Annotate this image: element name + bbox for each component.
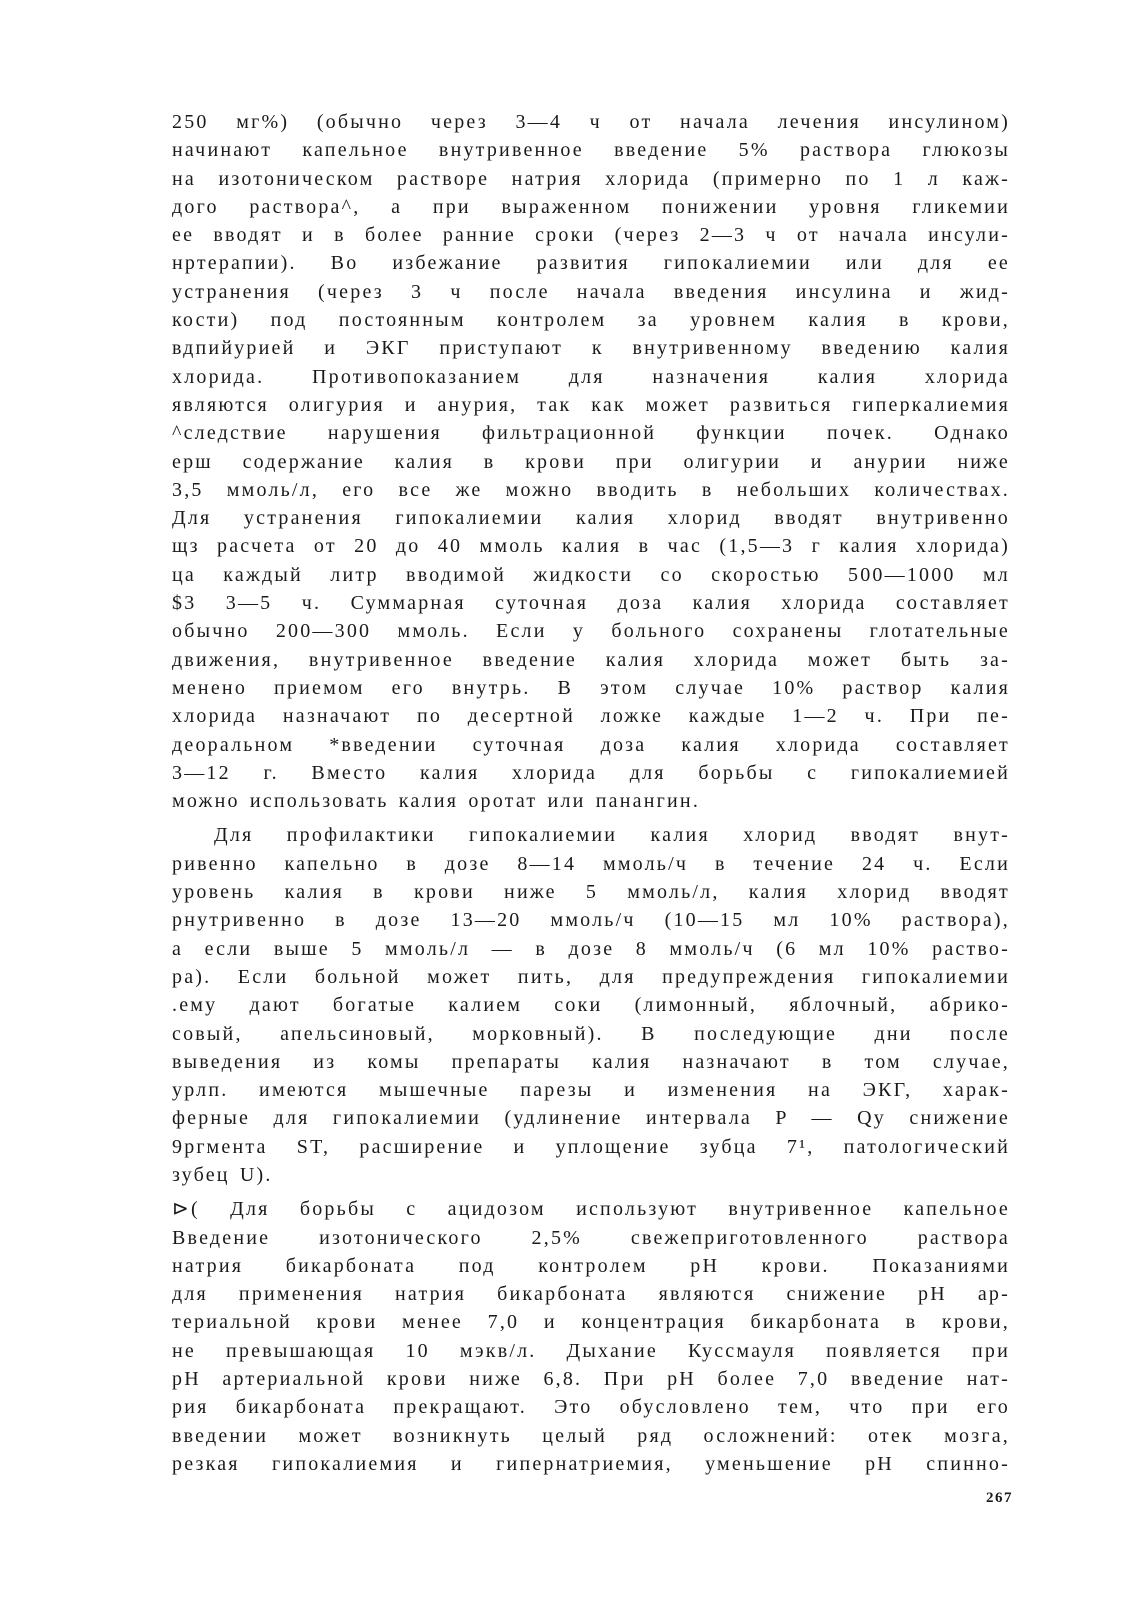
- text-line: на изотоническом растворе натрия хлорида (примерно по 1 л каж-: [172, 167, 1010, 190]
- text-line: щз расчета от 20 до 40 ммоль калия в час (1,5—3 г калия хлорида): [172, 535, 1010, 558]
- text-line: 3—12 г. Вместо калия хлорида для борьбы с гипокалиемией: [172, 761, 1010, 784]
- text-line: 9ргмента ST, расширение и уплощение зубца 7¹, патологический: [172, 1135, 1010, 1158]
- text-line: ⊳( Для борьбы с ацидозом используют внутривенное капельное: [172, 1198, 1010, 1221]
- text-line: $3 3—5 ч. Суммарная суточная доза калия хлорида составляет: [172, 592, 1010, 615]
- paragraph-1: [172, 108, 1010, 815]
- text-line: ривенно капельно в дозе 8—14 ммоль/ч в течение 24 ч. Если: [172, 852, 1010, 875]
- text-line: уровень калия в крови ниже 5 ммоль/л, калия хлорид вводят: [172, 881, 1010, 904]
- text-line: резкая гипокалиемия и гипернатриемия, уменьшение pH спинно-: [172, 1452, 1010, 1475]
- text-line: ца каждый литр вводимой жидкости со скоростью 500—1000 мл: [172, 563, 1010, 586]
- text-line: pH артериальной крови ниже 6,8. При pH более 7,0 введение нат-: [172, 1368, 1010, 1391]
- text-line: Для устранения гипокалиемии калия хлорид вводят внутривенно: [172, 507, 1010, 530]
- text-line: можно использовать калия оротат или панангин.: [172, 790, 701, 813]
- text-line: рия бикарбоната прекращают. Это обусловлено тем, что при его: [172, 1396, 1010, 1419]
- text-line: совый, апельсиновый, морковный). В последующие дни после: [172, 1022, 1010, 1045]
- text-line: хлорида. Противопоказанием для назначения калия хлорида: [172, 365, 1010, 388]
- text-line: для применения натрия бикарбоната являются снижение pH ар-: [172, 1283, 1010, 1306]
- text-line: рнутривенно в дозе 13—20 ммоль/ч (10—15 мл 10% раствора),: [172, 909, 1010, 932]
- text-line: урлп. имеются мышечные парезы и изменения на ЭКГ, харак-: [172, 1079, 1010, 1102]
- text-line: 250 мг%) (обычно через 3—4 ч от начала лечения инсулином): [172, 111, 1010, 133]
- text-line: устранения (через 3 ч после начала введения инсулина и жид-: [172, 280, 1010, 303]
- text-line: 3,5 ммоль/л, его все же можно вводить в небольших количествах.: [172, 478, 1010, 501]
- text-line: ее вводят и в более ранние сроки (через 2—3 ч от начала инсули-: [172, 224, 1010, 247]
- text-line: не превышающая 10 мэкв/л. Дыхание Куссмауля появляется при: [172, 1339, 1010, 1362]
- text-line: ерш содержание калия в крови при олигурии и анурии ниже: [172, 450, 1010, 473]
- text-line: .ему дают богатые калием соки (лимонный, яблочный, абрико-: [172, 994, 1010, 1017]
- text-line: зубец U).: [172, 1163, 273, 1186]
- text-line: обычно 200—300 ммоль. Если у больного сохранены глотательные: [172, 620, 1010, 643]
- text-line: Введение изотонического 2,5% свежеприготовленного раствора: [172, 1226, 1010, 1249]
- text-line: менено приемом его внутрь. В этом случае 10% раствор калия: [172, 676, 1010, 699]
- text-line: вдпийурией и ЭКГ приступают к внутривенному введению калия: [172, 337, 1010, 360]
- text-line: движения, внутривенное введение калия хлорида может быть за-: [172, 648, 1010, 671]
- text-line: начинают капельное внутривенное введение 5% раствора глюкозы: [172, 139, 1010, 162]
- text-line: натрия бикарбоната под контролем pH крови. Показаниями: [172, 1254, 1010, 1277]
- text-line: нртерапии). Во избежание развития гипокалиемии или для ее: [172, 252, 1010, 275]
- text-line: Для профилактики гипокалиемии калия хлорид вводят внут-: [214, 824, 1010, 847]
- text-line: дого раствора^, а при выраженном понижении уровня гликемии: [172, 195, 1010, 218]
- text-line: ра). Если больной может пить, для предупреждения гипокалиемии: [172, 965, 1010, 988]
- text-line: выведения из комы препараты калия назначают в том случае,: [172, 1050, 1010, 1073]
- text-line: введении может возникнуть целый ряд осложнений: отек мозга,: [172, 1424, 1010, 1447]
- text-line: являются олигурия и анурия, так как может развиться гиперкалиемия: [172, 393, 1010, 416]
- text-line: ^следствие нарушения фильтрационной функции почек. Однако: [172, 422, 1010, 445]
- page-body: [172, 108, 1010, 1478]
- paragraph-2: [172, 821, 1010, 1189]
- text-line: териальной крови менее 7,0 и концентрация бикарбоната в крови,: [172, 1311, 1010, 1334]
- page-number: 267: [986, 1490, 1013, 1506]
- text-line: хлорида назначают по десертной ложке каждые 1—2 ч. При пе-: [172, 705, 1010, 728]
- text-line: ферные для гипокалиемии (удлинение интервала P — Qy снижение: [172, 1107, 1010, 1130]
- text-line: а если выше 5 ммоль/л — в дозе 8 ммоль/ч (6 мл 10% раство-: [172, 937, 1010, 960]
- text-line: кости) под постоянным контролем за уровнем калия в крови,: [172, 309, 1010, 332]
- text-line: деоральном *введении суточная доза калия хлорида составляет: [172, 733, 1010, 756]
- paragraph-3: [172, 1195, 1010, 1478]
